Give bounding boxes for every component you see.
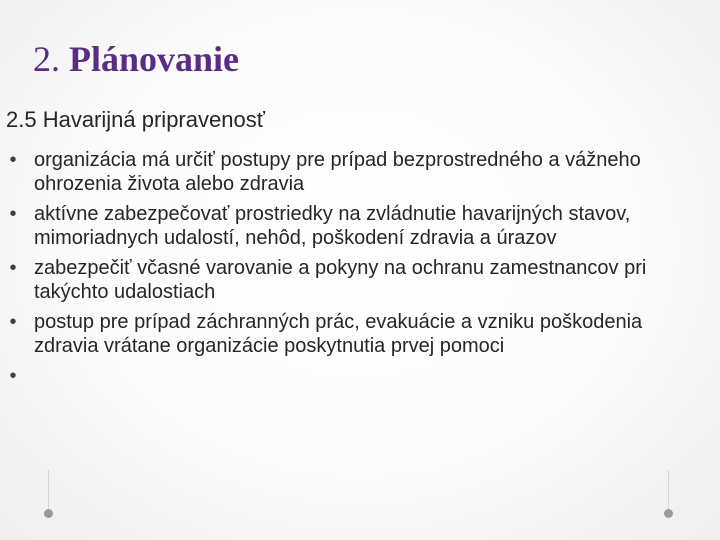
bullet-text: aktívne zabezpečovať prostriedky na zvládnutie havarijných stavov, mimoriadnych udalostí, nehôd, poškodení zdravia a úrazov bbox=[34, 203, 631, 249]
decorative-dot-right-icon bbox=[664, 509, 673, 518]
slide-title bbox=[33, 38, 239, 81]
bullet-item bbox=[6, 202, 686, 250]
bullet-text: organizácia má určiť postupy pre prípad bezprostredného a vážneho ohrozenia života alebo zdravia bbox=[34, 149, 641, 195]
bullet-icon: • bbox=[9, 203, 17, 225]
bullet-text: zabezpečiť včasné varovanie a pokyny na ochranu zamestnancov pri takýchto udalostiach bbox=[34, 257, 647, 303]
bullet-item bbox=[6, 148, 686, 196]
slide-title-number: 2. bbox=[33, 39, 60, 79]
slide-subtitle: 2.5 Havarijná pripravenosť bbox=[6, 107, 265, 132]
bullet-item bbox=[6, 256, 686, 304]
bullet-icon: • bbox=[9, 311, 17, 333]
bullet-text: postup pre prípad záchranných prác, evakuácie a vzniku poškodenia zdravia vrátane organizácie poskytnutia prvej pomoci bbox=[34, 311, 643, 357]
bullet-icon: • bbox=[9, 257, 17, 279]
bullet-icon: • bbox=[9, 149, 17, 171]
bullet-icon: • bbox=[9, 365, 17, 387]
slide-title-word: Plánovanie bbox=[69, 39, 240, 79]
bullet-list bbox=[6, 148, 686, 387]
bullet-item bbox=[6, 310, 686, 358]
decorative-dot-left-icon bbox=[44, 509, 53, 518]
